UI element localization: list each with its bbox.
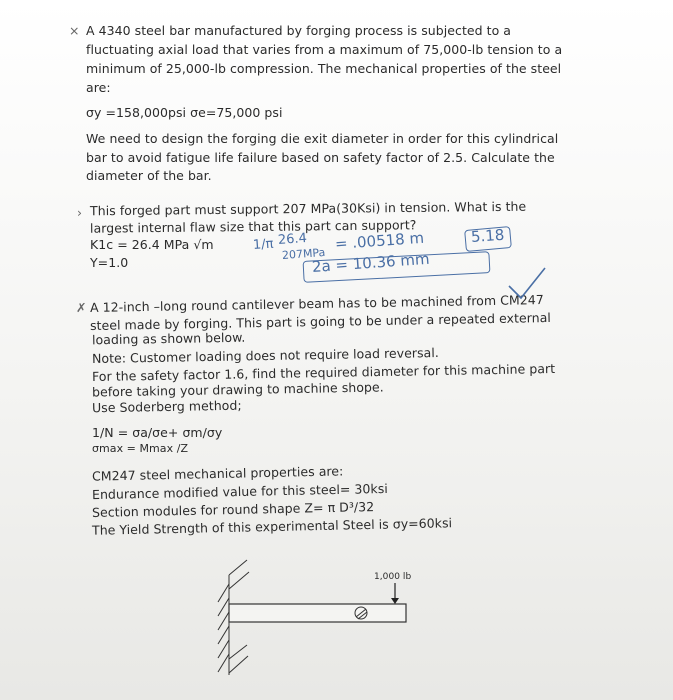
problem3-prop-line-4: The Yield Strength of this experimental Steel is σy=60ksi — [91, 515, 453, 538]
problem3-eq-soderberg: 1/N = σa/σe+ σm/σy — [92, 425, 223, 440]
problem1-properties: σy =158,000psi σe=75,000 psi — [86, 105, 283, 120]
handwritten-second: 2a = 10.36 mm — [311, 249, 431, 276]
handwritten-fraction: 1/π — [252, 236, 274, 253]
problem1-line-3: minimum of 25,000-lb compression. The mechanical properties of the steel — [86, 61, 562, 76]
problem3-eq-stress: σmax = Mmax /Z — [92, 442, 189, 455]
problem3-line-3: loading as shown below. — [91, 329, 246, 348]
problem1-line-4: are: — [86, 80, 111, 95]
problem1-line-2: fluctuating axial load that varies from a maximum of 75,000-lb tension to a — [86, 42, 563, 57]
problem3-prop-line-3: Section modules for round shape Z= π D³/32 — [91, 499, 375, 520]
problem3-bullet: ✗ — [76, 300, 87, 315]
problem1-design-line-3: diameter of the bar. — [86, 168, 212, 183]
problem3-line-6: before taking your drawing to machine shope. — [91, 379, 384, 400]
problem3-line-1: A 12-inch –long round cantilever beam has to be machined from CM247 — [89, 292, 544, 315]
problem3-line-2: steel made by forging. This part is going to be under a repeated external — [89, 309, 551, 334]
handwritten-result: = .00518 m — [334, 228, 425, 253]
problem1-line-1: A 4340 steel bar manufactured by forging process is subjected to a — [86, 23, 512, 38]
problem2-line-2: largest internal flaw size that this part can support? — [89, 217, 417, 236]
load-label: 1,000 lb — [374, 572, 412, 582]
handwritten-numerator: 26.4 — [277, 230, 308, 248]
problem2-bullet: › — [77, 205, 83, 220]
problem1-design-line-1: We need to design the forging die exit diameter in order for this cylindrical — [86, 131, 559, 146]
problem3-line-5: For the safety factor 1.6, find the required diameter for this machine part — [91, 360, 556, 385]
problem2-y: Y=1.0 — [90, 255, 129, 270]
problem1-design-line-2: bar to avoid fatigue life failure based on safety factor of 2.5. Calculate the — [86, 150, 555, 165]
problem3-prop-line-1: CM247 steel mechanical properties are: — [91, 463, 344, 484]
handwritten-boxed-value: 5.18 — [470, 225, 505, 246]
problem3-line-7: Use Soderberg method; — [91, 397, 242, 416]
problem3-line-4: Note: Customer loading does not require load reversal. — [91, 344, 439, 367]
problem2-k1c: K1c = 26.4 MPa √m — [90, 237, 214, 252]
problem3-prop-line-2: Endurance modified value for this steel= 30ksi — [91, 480, 388, 503]
problem2-line-1: This forged part must support 207 MPa(30Ksi) in tension. What is the — [89, 198, 527, 219]
handwritten-denominator: 207MPa — [281, 245, 326, 262]
problem1-bullet: ⨯ — [69, 23, 80, 38]
